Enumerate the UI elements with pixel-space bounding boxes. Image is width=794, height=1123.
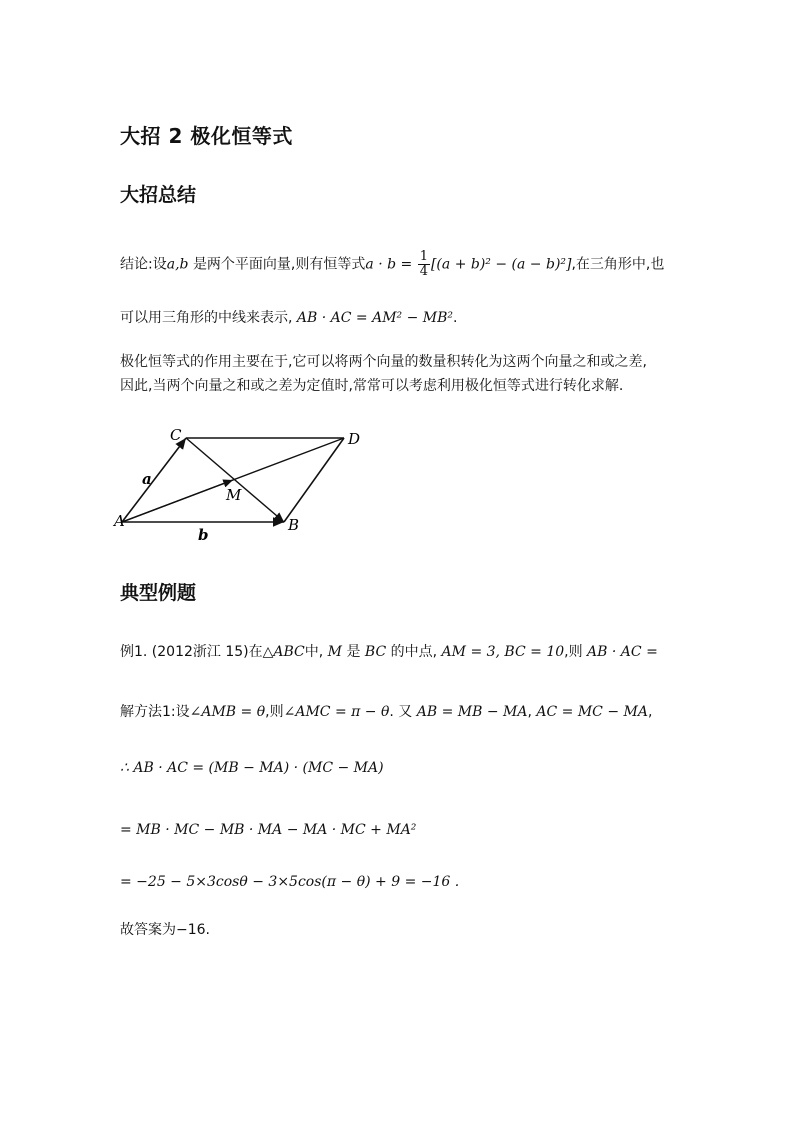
fraction-denominator: 4	[419, 264, 428, 279]
final-answer: 故答案为−16.	[120, 922, 210, 938]
conclusion-line-2	[120, 308, 458, 328]
solution-line-1	[120, 702, 652, 722]
explanation-line-1: 极化恒等式的作用主要在于,它可以将两个向量的数量积转化为这两个向量之和或之差,	[120, 354, 647, 370]
example-1-statement	[120, 642, 658, 662]
fraction-numerator: 1	[419, 249, 428, 264]
solution-line-2: ∴ AB · AC = (MB − MA) · (MC − MA)	[120, 760, 384, 776]
angle-amc: ∠AMC = π − θ	[283, 704, 390, 720]
parallelogram-diagram	[112, 420, 372, 550]
label-vector-b: b	[198, 526, 209, 544]
solution-line-4: = −25 − 5×3cosθ − 3×5cos(π − θ) + 9 = −16 .	[120, 874, 460, 890]
example-text-4: ,则	[564, 644, 583, 660]
solution-prefix: 解方法1:设	[120, 704, 190, 720]
conclusion-suffix: ,在三角形中,也	[571, 256, 665, 273]
section-heading-summary: 大招总结	[120, 184, 197, 206]
explanation-line-2: 因此,当两个向量之和或之差为定值时,常常可以考虑利用极化恒等式进行转化求解.	[120, 378, 624, 394]
conclusion-mid: 是两个平面向量,则有恒等式	[192, 256, 366, 273]
example-text-3: 的中点,	[390, 644, 438, 660]
solution-text-4: ,	[647, 704, 653, 720]
label-c: C	[170, 426, 182, 444]
given-values: AM = 3, BC = 10	[441, 644, 565, 660]
solution-text-3: ,	[527, 704, 532, 720]
example-text-2: 是	[346, 644, 361, 660]
label-a: A	[114, 512, 125, 530]
solution-text-1: ,则	[265, 704, 284, 720]
conclusion-line2-prefix: 可以用三角形的中线来表示,	[120, 310, 293, 326]
conclusion-line2-suffix: .	[453, 310, 458, 326]
label-vector-a: a	[142, 470, 152, 488]
conclusion-prefix: 结论:设	[120, 256, 167, 273]
angle-amb: ∠AMB = θ	[189, 704, 266, 720]
point-m: M	[327, 644, 343, 660]
conclusion-line-1	[120, 250, 664, 279]
page-title: 大招 2 极化恒等式	[120, 124, 293, 148]
segment-bc: BC	[364, 644, 387, 660]
example-prefix: 例1. (2012浙江 15)在	[120, 644, 263, 660]
label-d: D	[348, 430, 361, 448]
label-m: M	[226, 486, 242, 504]
conclusion-vars: a,b	[166, 256, 189, 273]
vector-ac-expr: AC = MC − MA	[536, 704, 648, 720]
diagonal-cb	[186, 438, 284, 522]
triangle-name: △ABC	[262, 644, 305, 660]
side-bd	[284, 438, 344, 522]
vector-ab-expr: AB = MB − MA	[416, 704, 528, 720]
identity-lhs: a · b =	[365, 256, 417, 273]
label-b: B	[288, 516, 300, 534]
median-formula: AB · AC = AM² − MB²	[296, 310, 454, 326]
quarter-fraction	[418, 250, 430, 279]
example-text-1: 中,	[304, 644, 324, 660]
section-heading-examples: 典型例题	[120, 582, 197, 604]
identity-rhs: [(a + b)² − (a − b)²]	[430, 256, 572, 273]
solution-line-3: = MB · MC − MB · MA − MA · MC + MA²	[120, 822, 417, 838]
solution-text-2: . 又	[389, 704, 413, 720]
asked-expression: AB · AC =	[587, 644, 658, 660]
